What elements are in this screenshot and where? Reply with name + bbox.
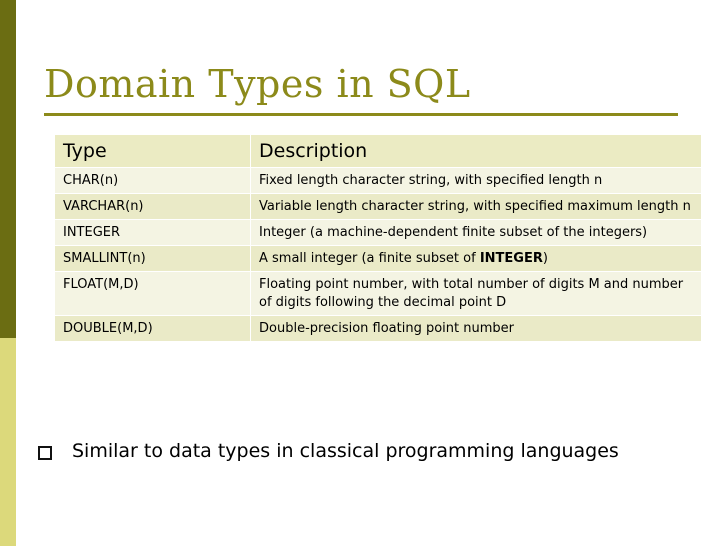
header-type: Type (55, 135, 251, 168)
description-text-end: ) (542, 251, 548, 266)
description-cell: Integer (a machine-dependent finite subset of the integers) (251, 220, 702, 246)
type-cell: CHAR(n) (55, 168, 251, 194)
table-row (55, 246, 702, 272)
description-cell: Fixed length character string, with specified length n (251, 168, 702, 194)
table-row (55, 272, 702, 316)
table-row (55, 316, 702, 342)
description-cell (251, 246, 702, 272)
table-row (55, 194, 702, 220)
square-bullet-icon (38, 446, 52, 460)
description-cell: Floating point number, with total number of digits M and number of digits following the decimal point D (251, 272, 702, 316)
domain-types-table (54, 134, 702, 342)
table-row (55, 168, 702, 194)
table-row (55, 220, 702, 246)
description-cell: Double-precision floating point number (251, 316, 702, 342)
left-accent-bar-dark (0, 0, 16, 338)
type-cell: FLOAT(M,D) (55, 272, 251, 316)
type-cell: VARCHAR(n) (55, 194, 251, 220)
type-cell: DOUBLE(M,D) (55, 316, 251, 342)
left-accent-bar-light (0, 338, 16, 546)
bullet-point: Similar to data types in classical programming languages (72, 440, 619, 462)
integer-keyword: INTEGER (479, 251, 543, 266)
description-cell: Variable length character string, with specified maximum length n (251, 194, 702, 220)
title-underline (44, 113, 678, 116)
table-header-row (55, 135, 702, 168)
type-cell: SMALLINT(n) (55, 246, 251, 272)
header-description: Description (251, 135, 702, 168)
type-cell: INTEGER (55, 220, 251, 246)
description-text: A small integer (a finite subset of (259, 251, 480, 266)
slide-title: Domain Types in SQL (44, 62, 471, 106)
